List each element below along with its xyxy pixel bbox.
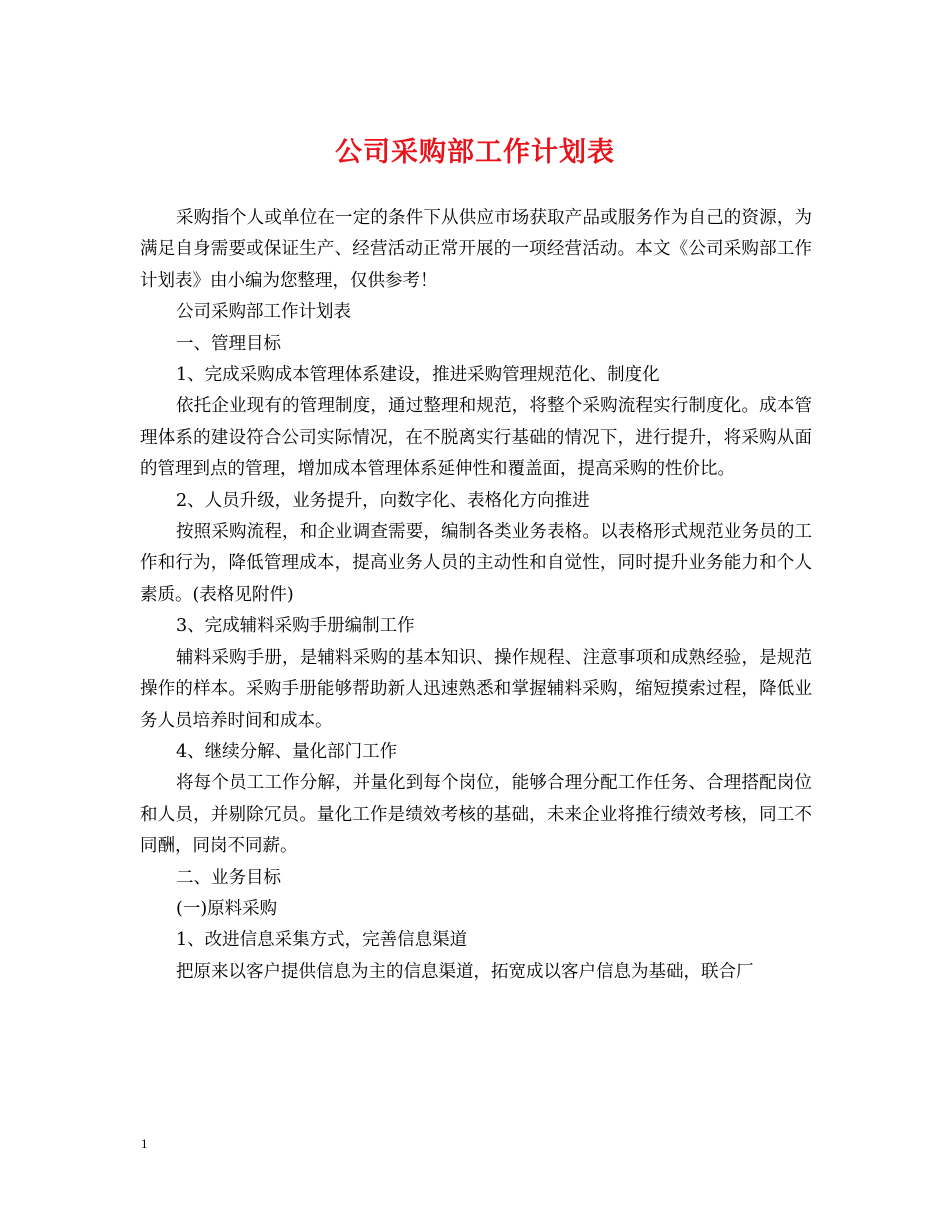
page-number: 1 [141, 1136, 148, 1151]
body-paragraph: 依托企业现有的管理制度，通过整理和规范，将整个采购流程实行制度化。成本管理体系的建设符合公司实际情况，在不脱离实行基础的情况下，进行提升，将采购从面的管理到点的管理，增加成本管理体系延伸性和覆盖面，提高采购的性价比。 [140, 396, 812, 480]
body-paragraph: 辅料采购手册，是辅料采购的基本知识、操作规程、注意事项和成熟经验，是规范操作的样本。采购手册能够帮助新人迅速熟悉和掌握辅料采购，缩短摸索过程，降低业务人员培养时间和成本。 [140, 647, 812, 731]
body-paragraph: 将每个员工工作分解，并量化到每个岗位，能够合理分配工作任务、合理搭配岗位和人员，并剔除冗员。量化工作是绩效考核的基础，未来企业将推行绩效考核，同工不同酬，同岗不同薪。 [140, 773, 812, 857]
section-heading: 一、管理目标 [176, 333, 281, 354]
subsection-heading: (一)原料采购 [176, 898, 278, 919]
section-heading: 二、业务目标 [176, 867, 281, 888]
document-title: 公司采购部工作计划表 [335, 137, 615, 168]
subtitle-line: 公司采购部工作计划表 [176, 302, 351, 323]
item-heading: 1、改进信息采集方式，完善信息渠道 [176, 930, 468, 951]
intro-paragraph: 采购指个人或单位在一定的条件下从供应市场获取产品或服务作为自己的资源，为满足自身需要或保证生产、经营活动正常开展的一项经营活动。本文《公司采购部工作计划表》由小编为您整理，仅供参考！ [140, 208, 812, 291]
body-paragraph: 把原来以客户提供信息为主的信息渠道，拓宽成以客户信息为基础，联合厂 [176, 961, 754, 982]
item-heading: 1、完成采购成本管理体系建设，推进采购管理规范化、制度化 [176, 365, 660, 386]
item-heading: 3、完成辅料采购手册编制工作 [176, 616, 415, 637]
item-heading: 4、继续分解、量化部门工作 [176, 741, 398, 762]
document-body [140, 203, 812, 988]
item-heading: 2、人员升级，业务提升，向数字化、表格化方向推进 [176, 490, 590, 511]
body-paragraph: 按照采购流程，和企业调查需要，编制各类业务表格。以表格形式规范业务员的工作和行为，降低管理成本，提高业务人员的主动性和自觉性，同时提升业务能力和个人素质。(表格见附件) [140, 522, 812, 605]
